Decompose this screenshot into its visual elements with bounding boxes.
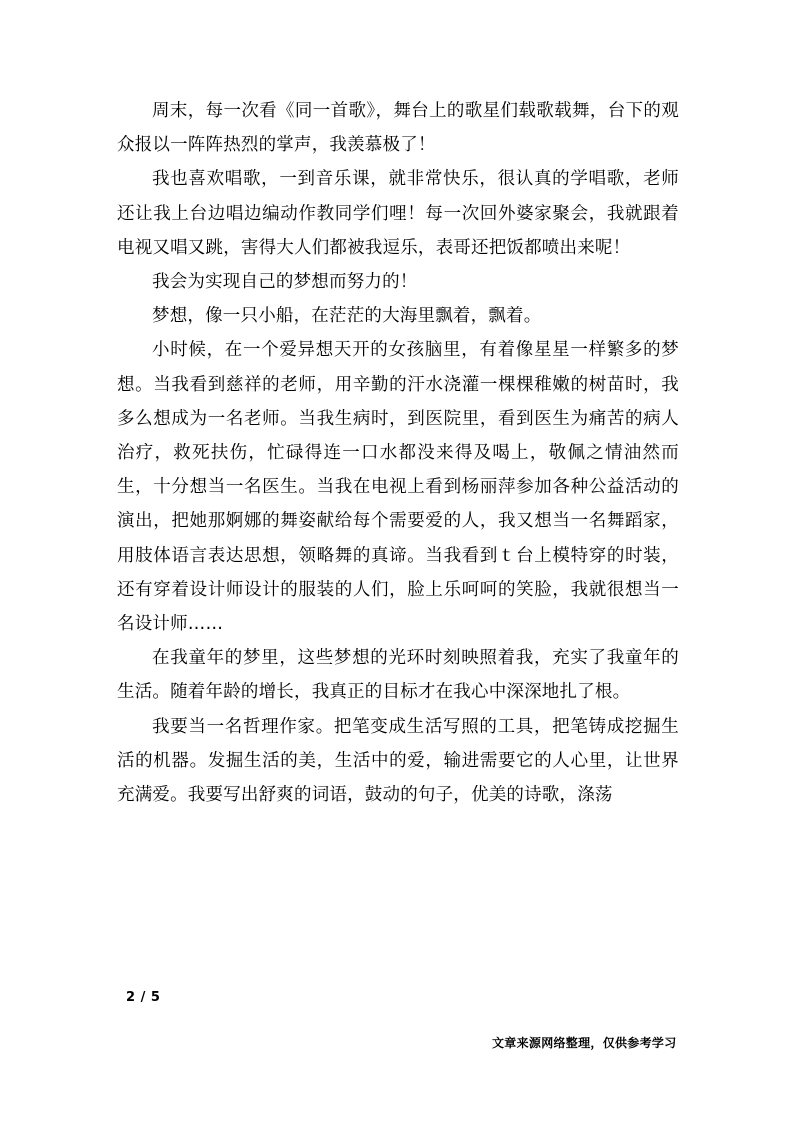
paragraph: 我会为实现自己的梦想而努力的！ [152,272,418,293]
paragraph: 我也喜欢唱歌，一到音乐课，就非常快乐，很认真的学唱歌，老师还让我上台边唱边编动作教同学们哩！每一次回外婆家聚会，我就跟着电视又唱又跳，害得大人们都被我逗乐，表哥还把饭都喷出来呢！ [117,169,679,258]
paragraph: 周末，每一次看《同一首歌》，舞台上的歌星们载歌载舞，台下的观众报以一阵阵热烈的掌声，我羡慕极了！ [117,101,679,156]
paragraph: 我要当一名哲理作家。把笔变成生活写照的工具，把笔铸成挖掘生活的机器。发掘生活的美，生活中的爱，输进需要它的人心里，让世界充满爱。我要写出舒爽的词语，鼓动的句子，优美的诗歌，涤荡 [117,716,679,806]
paragraph: 在我童年的梦里，这些梦想的光环时刻映照着我，充实了我童年的生活。随着年龄的增长，我真正的目标才在我心中深深地扎了根。 [117,648,679,703]
paragraph: 梦想，像一只小船，在茫茫的大海里飘着，飘着。 [152,306,542,327]
paragraph: 小时候，在一个爱异想天开的女孩脑里，有着像星星一样繁多的梦想。当我看到慈祥的老师，用辛勤的汗水浇灌一棵棵稚嫩的树苗时，我多么想成为一名老师。当我生病时，到医院里，看到医生为痛苦的病人治疗，救死扶伤，忙碌得连一口水都没来得及喝上，敬佩之情油然而生，十分想当一名医生。当我在电视上看到杨丽萍参加各种公益活动的演出，把她那婀娜的舞姿献给每个需要爱的人，我又想当一名舞蹈家，用肢体语言表达思想，领略舞的真谛。当我看到ｔ台上模特穿的时装，还有穿着设计师设计的服装的人们，脸上乐呵呵的笑脸，我就很想当一名设计师…… [117,340,679,635]
source-note: 文章来源网络整理，仅供参考学习 [492,1036,677,1050]
article-body [117,94,679,812]
page-number: 2 / 5 [126,990,161,1005]
